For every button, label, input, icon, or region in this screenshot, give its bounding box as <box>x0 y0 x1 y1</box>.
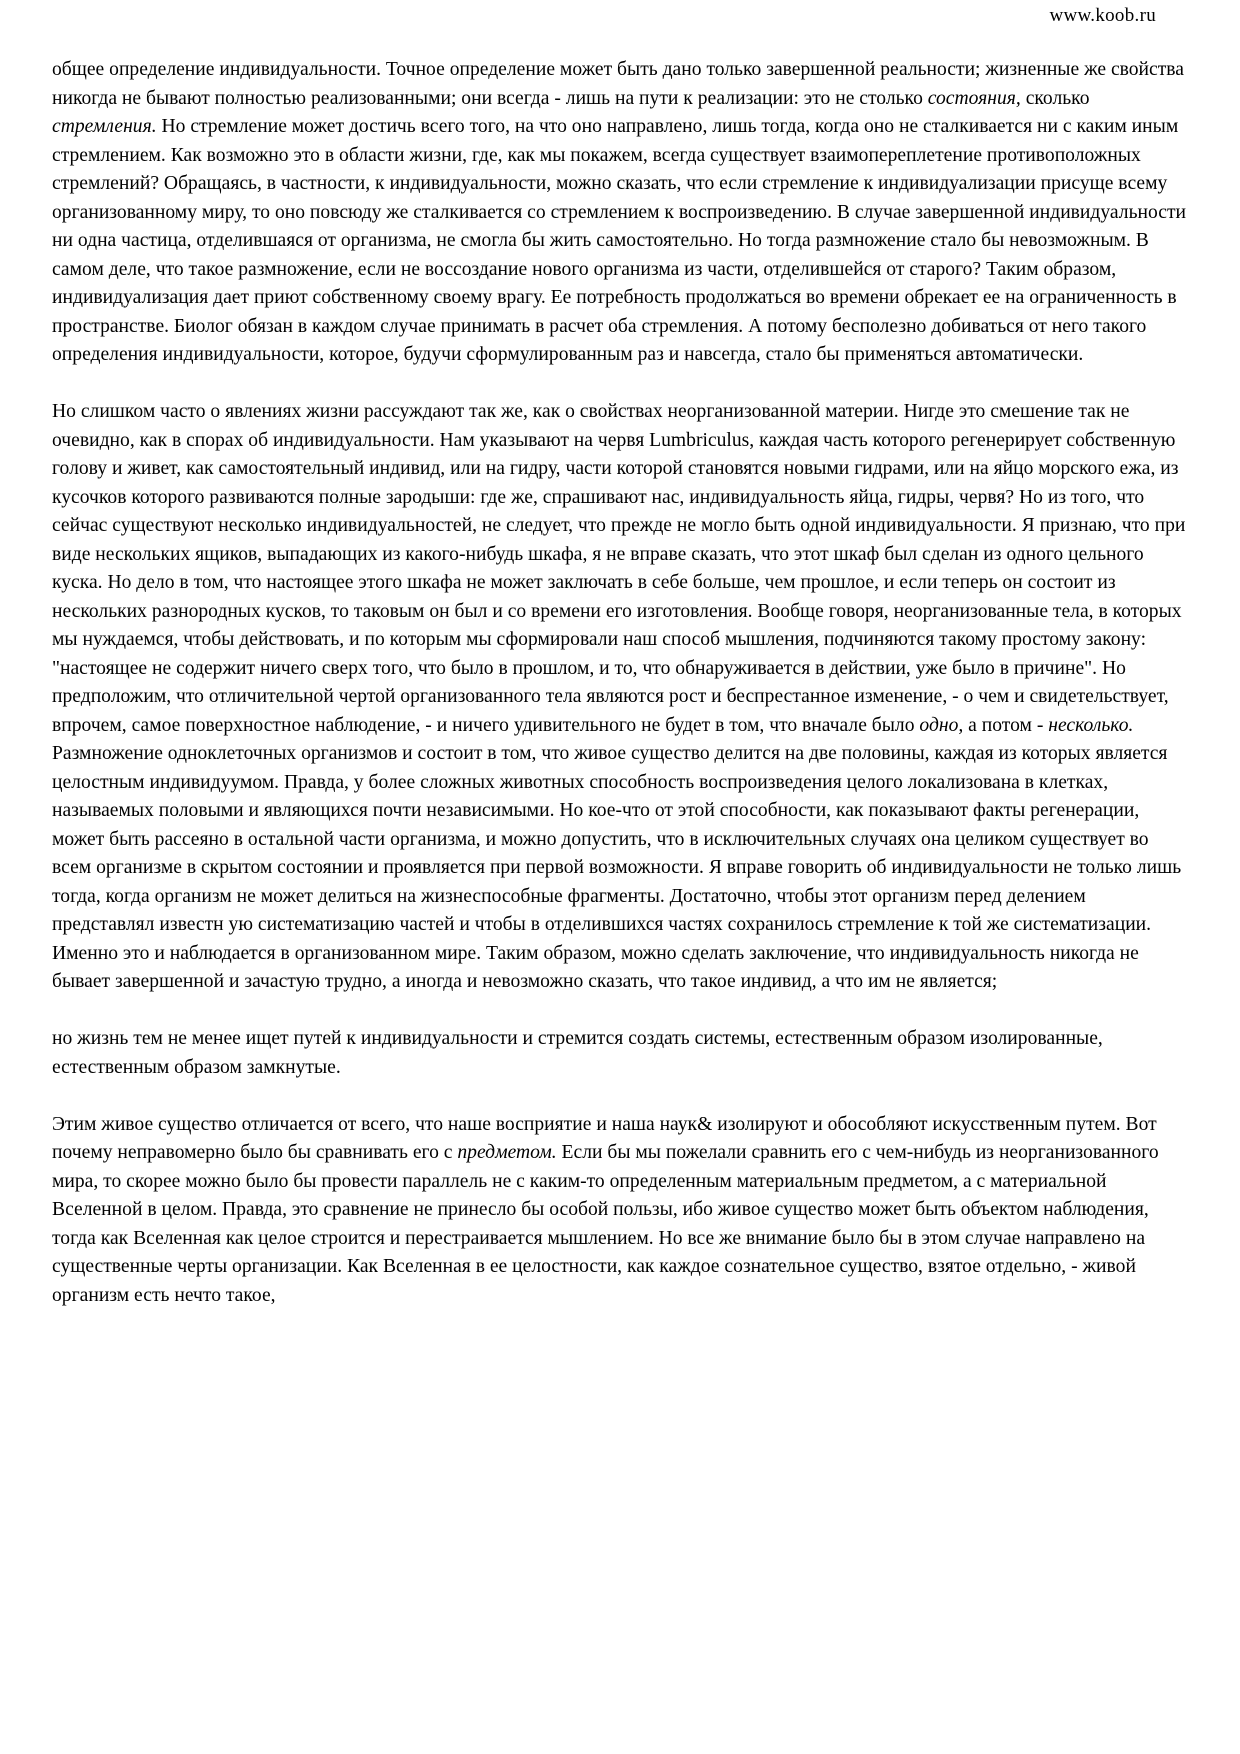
text-run: Но стремление может достичь всего того, на что оно направлено, лишь тогда, когда оно не сталкивается ни с каким иным стремлением. Как возможно это в области жизни, где, как мы покажем, всегда существует взаимопереплетение противоположных стремлений? Обращаясь, в частности, к индивидуальности, можно сказать, что если стремление к индивидуализации присуще всему организованному миру, то оно повсюду же сталкивается со стремлением к воспроизведению. В случае завершенной индивидуальности ни одна частица, отделившаяся от организма, не смогла бы жить самостоятельно. Но тогда размножение стало бы невозможным. В самом деле, что такое размножение, если не воссоздание нового организма из части, отделившейся от старого? Таким образом, индивидуализация дает приют собственному своему врагу. Ее потребность продолжаться во времени обрекает ее на ограниченность в пространстве. Биолог обязан в каждом случае принимать в расчет оба стремления. А потому бесполезно добиваться от него такого определения индивидуальности, которое, будучи сформулированным раз и навсегда, стало бы применяться автоматически. <box>52 116 1187 365</box>
paragraph-4 <box>52 1111 1190 1311</box>
italic-text-run: одно, <box>919 714 964 736</box>
text-run: Этим живое существо отличается от всего, что наше восприятие и наша наук& изолируют и обособляют искусственным путем. Вот почему неправомерно было бы сравнивать его с <box>52 1113 1157 1163</box>
paragraph-3 <box>52 1025 1190 1082</box>
italic-text-run: стремления. <box>52 116 157 137</box>
text-run: но жизнь тем не менее ищет путей к индивидуальности и стремится создать системы, естественным образом изолированные, естественным образом замкнутые. <box>52 1028 1103 1078</box>
text-run: Если бы мы пожелали сравнить его с чем-нибудь из неорганизованного мира, то скорее можно было бы провести параллель не с каким-то определенным материальным предметом, а с материальной Вселенной в целом. Правда, это сравнение не принесло бы особой пользы, ибо живое существо может быть объектом наблюдения, тогда как Вселенная как целое строится и перестраивается мышлением. Но все же внимание было бы в этом случае направлено на существенные черты организации. Как Вселенная в ее целостности, как каждое сознательное существо, взятое отдельно, - живой организм есть нечто такое, <box>52 1142 1159 1306</box>
paragraph-2 <box>52 398 1190 997</box>
text-run: а потом - <box>963 714 1049 736</box>
site-watermark: www.koob.ru <box>1049 5 1156 26</box>
text-run: сколько <box>1020 87 1090 109</box>
paragraph-1 <box>52 56 1190 370</box>
text-run: общее определение индивидуальности. Точное определение может быть дано только завершенной реальности; жизненные же свойства никогда не бывают полностью реализованными; они всегда - лишь на пути к реализации: это не столько <box>52 59 1184 109</box>
italic-text-run: состояния, <box>927 87 1021 109</box>
italic-text-run: несколько. <box>1048 714 1134 736</box>
page-body <box>52 56 1190 1310</box>
text-run: Но слишком часто о явлениях жизни рассуждают так же, как о свойствах неорганизованной материи. Нигде это смешение так не очевидно, как в спорах об индивидуальности. Нам указывают на червя Lumbriculus, каждая часть которого регенерирует собственную голову и живет, как самостоятельный индивид, или на гидру, части которой становятся новыми гидрами, или на яйцо морского ежа, из кусочков которого развиваются полные зародыши: где же, спрашивают нас, индивидуальность яйца, гидры, червя? Но из того, что сейчас существуют несколько индивидуальностей, не следует, что прежде не могло быть одной индивидуальности. Я признаю, что при виде нескольких ящиков, выпадающих из какого-нибудь шкафа, я не вправе сказать, что этот шкаф был сделан из одного цельного куска. Но дело в том, что настоящее этого шкафа не может заключать в себе больше, чем прошлое, и если теперь он состоит из нескольких разнородных кусков, то таковым он был и со времени его изготовления. Вообще говоря, неорганизованные тела, в которых мы нуждаемся, чтобы действовать, и по которым мы сформировали наш способ мышления, подчиняются такому простому закону: "настоящее не содержит ничего сверх того, что было в прошлом, и то, что обнаруживается в действии, уже было в причине". Но предположим, что отличительной чертой организованного тела являются рост и беспрестанное изменение, - о чем и свидетельствует, впрочем, самое поверхностное наблюдение, - и ничего удивительного не будет в том, что вначале было <box>52 401 1186 736</box>
italic-text-run: предметом. <box>457 1142 557 1163</box>
text-run: Размножение одноклеточных организмов и состоит в том, что живое существо делится на две половины, каждая из которых является целостным индивидуумом. Правда, у более сложных животных способность воспроизведения целого локализована в клетках, называемых половыми и являющихся почти независимыми. Но кое-что от этой способности, как показывают факты регенерации, может быть рассеяно в остальной части организма, и можно допустить, что в исключительных случаях она целиком существует во всем организме в скрытом состоянии и проявляется при первой возможности. Я вправе говорить об индивидуальности не только лишь тогда, когда организм не может делиться на жизнеспособные фрагменты. Достаточно, чтобы этот организм перед делением представлял известн ую систематизацию частей и чтобы в отделившихся частях сохранилось стремление к той же систематизации. Именно это и наблюдается в организованном мире. Таким образом, можно сделать заключение, что индивидуальность никогда не бывает завершенной и зачастую трудно, а иногда и невозможно сказать, что такое индивид, а что им не является; <box>52 743 1182 992</box>
